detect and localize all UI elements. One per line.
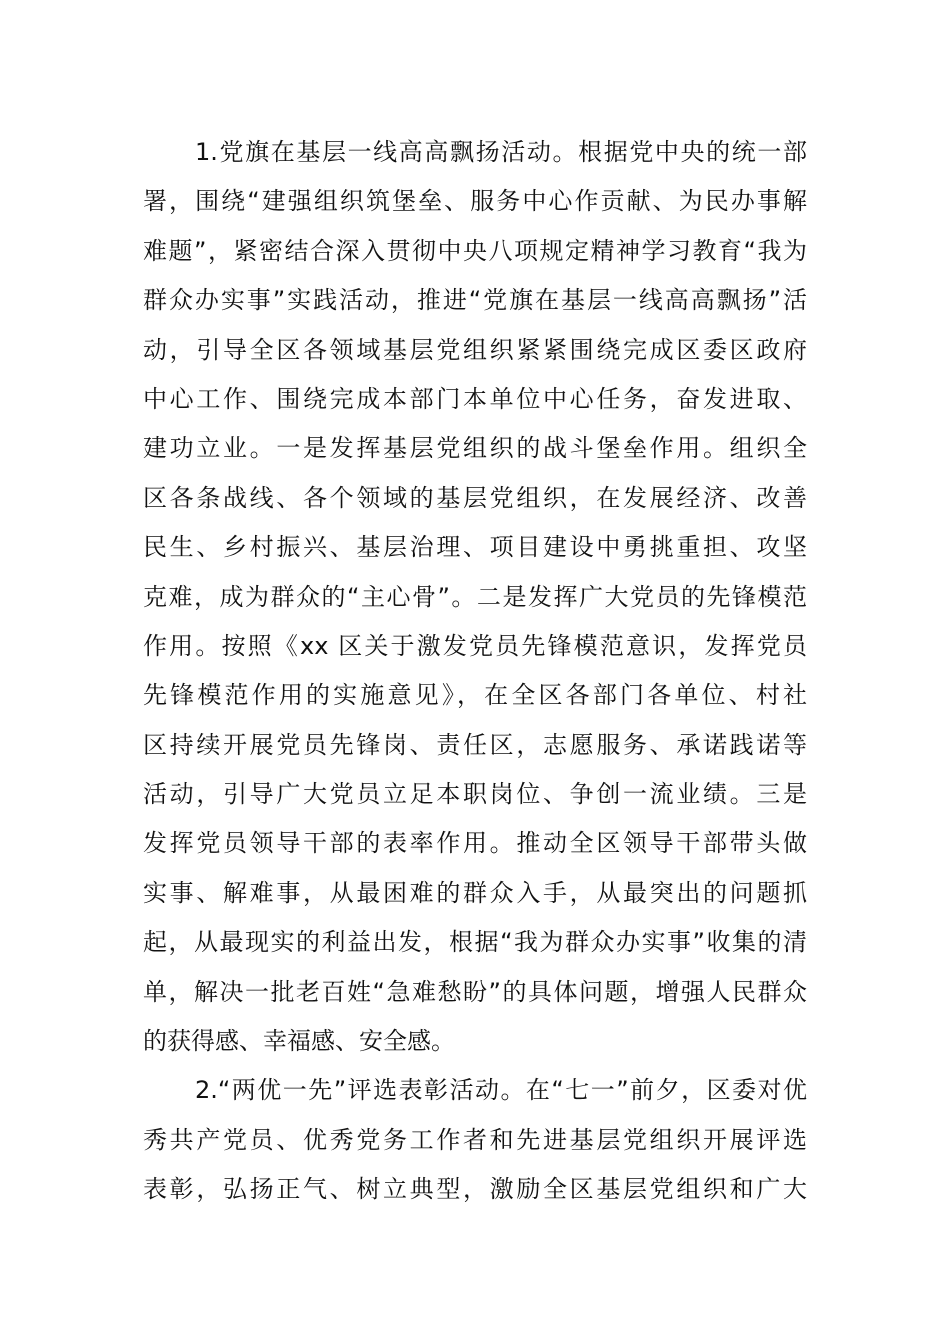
- text-line: 先锋模范作用的实施意见》，在全区各部门各单位、村社: [143, 681, 807, 710]
- text-line: 单，解决一批老百姓“急难愁盼”的具体问题，增强人民群众: [143, 977, 807, 1006]
- document-body: [143, 128, 807, 1215]
- text-line: 群众办实事”实践活动，推进“党旗在基层一线高高飘扬”活: [143, 286, 807, 315]
- text-line: 区持续开展党员先锋岗、责任区，志愿服务、承诺践诺等: [143, 730, 807, 759]
- text-line: 的获得感、幸福感、安全感。: [143, 1027, 455, 1056]
- text-line: 难题”，紧密结合深入贯彻中央八项规定精神学习教育“我为: [143, 236, 807, 265]
- text-line: 实事、解难事，从最困难的群众入手，从最突出的问题抓: [143, 878, 807, 907]
- text-line: 2.“两优一先”评选表彰活动。在“七一”前夕，区委对优: [195, 1076, 807, 1105]
- text-line: 发挥党员领导干部的表率作用。推动全区领导干部带头做: [143, 829, 807, 858]
- text-line: 建功立业。一是发挥基层党组织的战斗堡垒作用。组织全: [143, 434, 807, 463]
- text-line: 活动，引导广大党员立足本职岗位、争创一流业绩。三是: [143, 780, 807, 809]
- text-line: 表彰，弘扬正气、树立典型，激励全区基层党组织和广大: [143, 1175, 807, 1204]
- paragraph-1: [143, 128, 807, 1066]
- text-line: 民生、乡村振兴、基层治理、项目建设中勇挑重担、攻坚: [143, 533, 807, 562]
- text-line: 1.党旗在基层一线高高飘扬活动。根据党中央的统一部: [195, 138, 807, 166]
- text-line: 作用。按照《xx 区关于激发党员先锋模范意识，发挥党员: [143, 631, 807, 660]
- text-line: 区各条战线、各个领域的基层党组织，在发展经济、改善: [143, 483, 807, 512]
- text-line: 克难，成为群众的“主心骨”。二是发挥广大党员的先锋模范: [143, 582, 807, 611]
- text-line: 署，围绕“建强组织筑堡垒、服务中心作贡献、为民办事解: [143, 187, 807, 216]
- text-line: 中心工作、围绕完成本部门本单位中心任务，奋发进取、: [143, 384, 807, 413]
- text-line: 秀共产党员、优秀党务工作者和先进基层党组织开展评选: [143, 1125, 807, 1154]
- text-line: 动，引导全区各领域基层党组织紧紧围绕完成区委区政府: [143, 335, 807, 364]
- text-line: 起，从最现实的利益出发，根据“我为群众办实事”收集的清: [143, 928, 807, 957]
- paragraph-2: [143, 1066, 807, 1214]
